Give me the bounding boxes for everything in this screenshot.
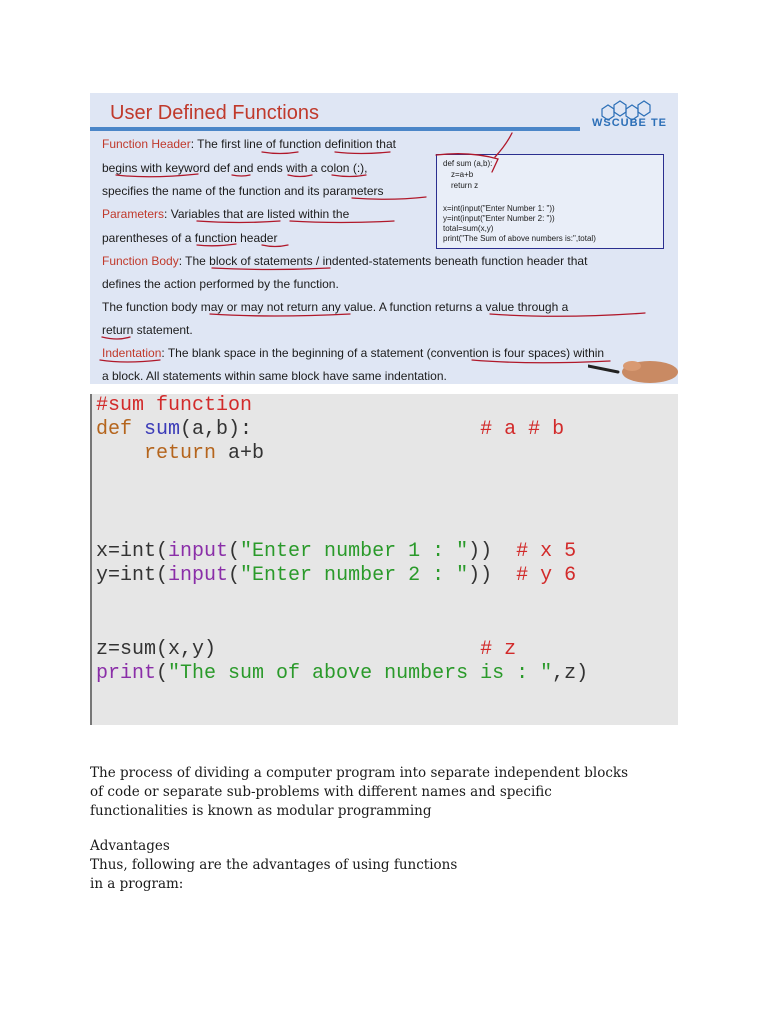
box-code-line: def sum (a,b): bbox=[443, 159, 493, 168]
code-function-name: sum bbox=[144, 418, 181, 441]
box-code-line: x=int(input("Enter Number 1: ")) bbox=[443, 204, 555, 213]
code-expression: a+b bbox=[228, 442, 265, 465]
box-code-line: total=sum(x,y) bbox=[443, 224, 494, 233]
code-line-6 bbox=[96, 638, 516, 661]
slide-line-text: defines the action performed by the function. bbox=[102, 277, 339, 291]
code-comment: #sum function bbox=[96, 394, 253, 417]
code-paren: )) bbox=[468, 540, 493, 563]
handwritten-underline-annotations bbox=[90, 93, 678, 384]
slide-term: Function Header bbox=[102, 137, 191, 151]
code-assign: z=sum(x,y) bbox=[96, 638, 217, 661]
paragraph-line: The process of dividing a computer program into separate independent blocks bbox=[90, 765, 629, 781]
logo-text: WSCUBE TE bbox=[592, 117, 667, 129]
slide-term: Indentation bbox=[102, 346, 162, 360]
section-heading-advantages: Advantages bbox=[90, 838, 170, 854]
slide-line-text: : The blank space in the beginning of a statement (convention is four spaces) within bbox=[161, 346, 605, 360]
slide-line-text: : Variables that are listed within the bbox=[164, 207, 350, 221]
code-comment: # x 5 bbox=[516, 540, 577, 563]
slide-term: Function Body bbox=[102, 254, 179, 268]
paragraph-line: of code or separate sub-problems with different names and specific bbox=[90, 784, 552, 800]
python-code-snippet bbox=[90, 394, 678, 725]
code-keyword-return: return bbox=[144, 442, 217, 465]
paragraph-line: in a program: bbox=[90, 876, 184, 892]
code-string: "The sum of above numbers is : " bbox=[168, 662, 553, 685]
code-paren: ( bbox=[228, 540, 241, 563]
slide-line-text: parentheses of a function header bbox=[102, 231, 278, 245]
box-code-line: print("The Sum of above numbers is:",total) bbox=[443, 234, 596, 243]
code-comment: # a # b bbox=[480, 418, 565, 441]
slide-line-text: specifies the name of the function and its parameters bbox=[102, 184, 384, 198]
code-paren: ( bbox=[156, 662, 169, 685]
code-string: "Enter number 2 : " bbox=[240, 564, 469, 587]
code-line-2 bbox=[96, 418, 564, 441]
code-builtin-print: print bbox=[96, 662, 157, 685]
paragraph-line: functionalities is known as modular programming bbox=[90, 803, 432, 819]
code-line-4 bbox=[96, 540, 576, 563]
code-line-7 bbox=[96, 662, 588, 685]
slide-line-text: : The block of statements / indented-statements beneath function header that bbox=[178, 254, 588, 268]
box-code-line: return z bbox=[451, 181, 479, 190]
paragraph-line: Thus, following are the advantages of using functions bbox=[90, 857, 458, 873]
slide-term: Parameters bbox=[102, 207, 165, 221]
slide-line-text: begins with keyword def and ends with a colon (:), bbox=[102, 161, 368, 175]
code-comment: # z bbox=[480, 638, 517, 661]
code-params: (a,b): bbox=[180, 418, 253, 441]
code-paren: )) bbox=[468, 564, 493, 587]
code-assign: x=int( bbox=[96, 540, 169, 563]
box-code-line: y=int(input("Enter Number 2: ")) bbox=[443, 214, 555, 223]
box-code-line: z=a+b bbox=[451, 170, 474, 179]
code-builtin-input: input bbox=[168, 564, 229, 587]
code-line-1 bbox=[96, 394, 252, 417]
slide-line-text: : The first line of function definition that bbox=[190, 137, 396, 151]
slide-line-text: return statement. bbox=[102, 323, 193, 337]
code-builtin-input: input bbox=[168, 540, 229, 563]
code-keyword-def: def bbox=[96, 418, 133, 441]
presenter-hand-icon bbox=[588, 356, 678, 384]
code-assign: y=int( bbox=[96, 564, 169, 587]
code-comment: # y 6 bbox=[516, 564, 577, 587]
lecture-slide-image bbox=[90, 93, 678, 384]
code-paren: ( bbox=[228, 564, 241, 587]
slide-line-text: a block. All statements within same block have same indentation. bbox=[102, 369, 447, 383]
slide-line-text: The function body may or may not return any value. A function returns a value through a bbox=[102, 300, 569, 314]
code-string: "Enter number 1 : " bbox=[240, 540, 469, 563]
code-line-3 bbox=[96, 442, 264, 465]
code-args: ,z) bbox=[552, 662, 589, 685]
code-line-5 bbox=[96, 564, 576, 587]
slide-title: User Defined Functions bbox=[110, 102, 319, 124]
